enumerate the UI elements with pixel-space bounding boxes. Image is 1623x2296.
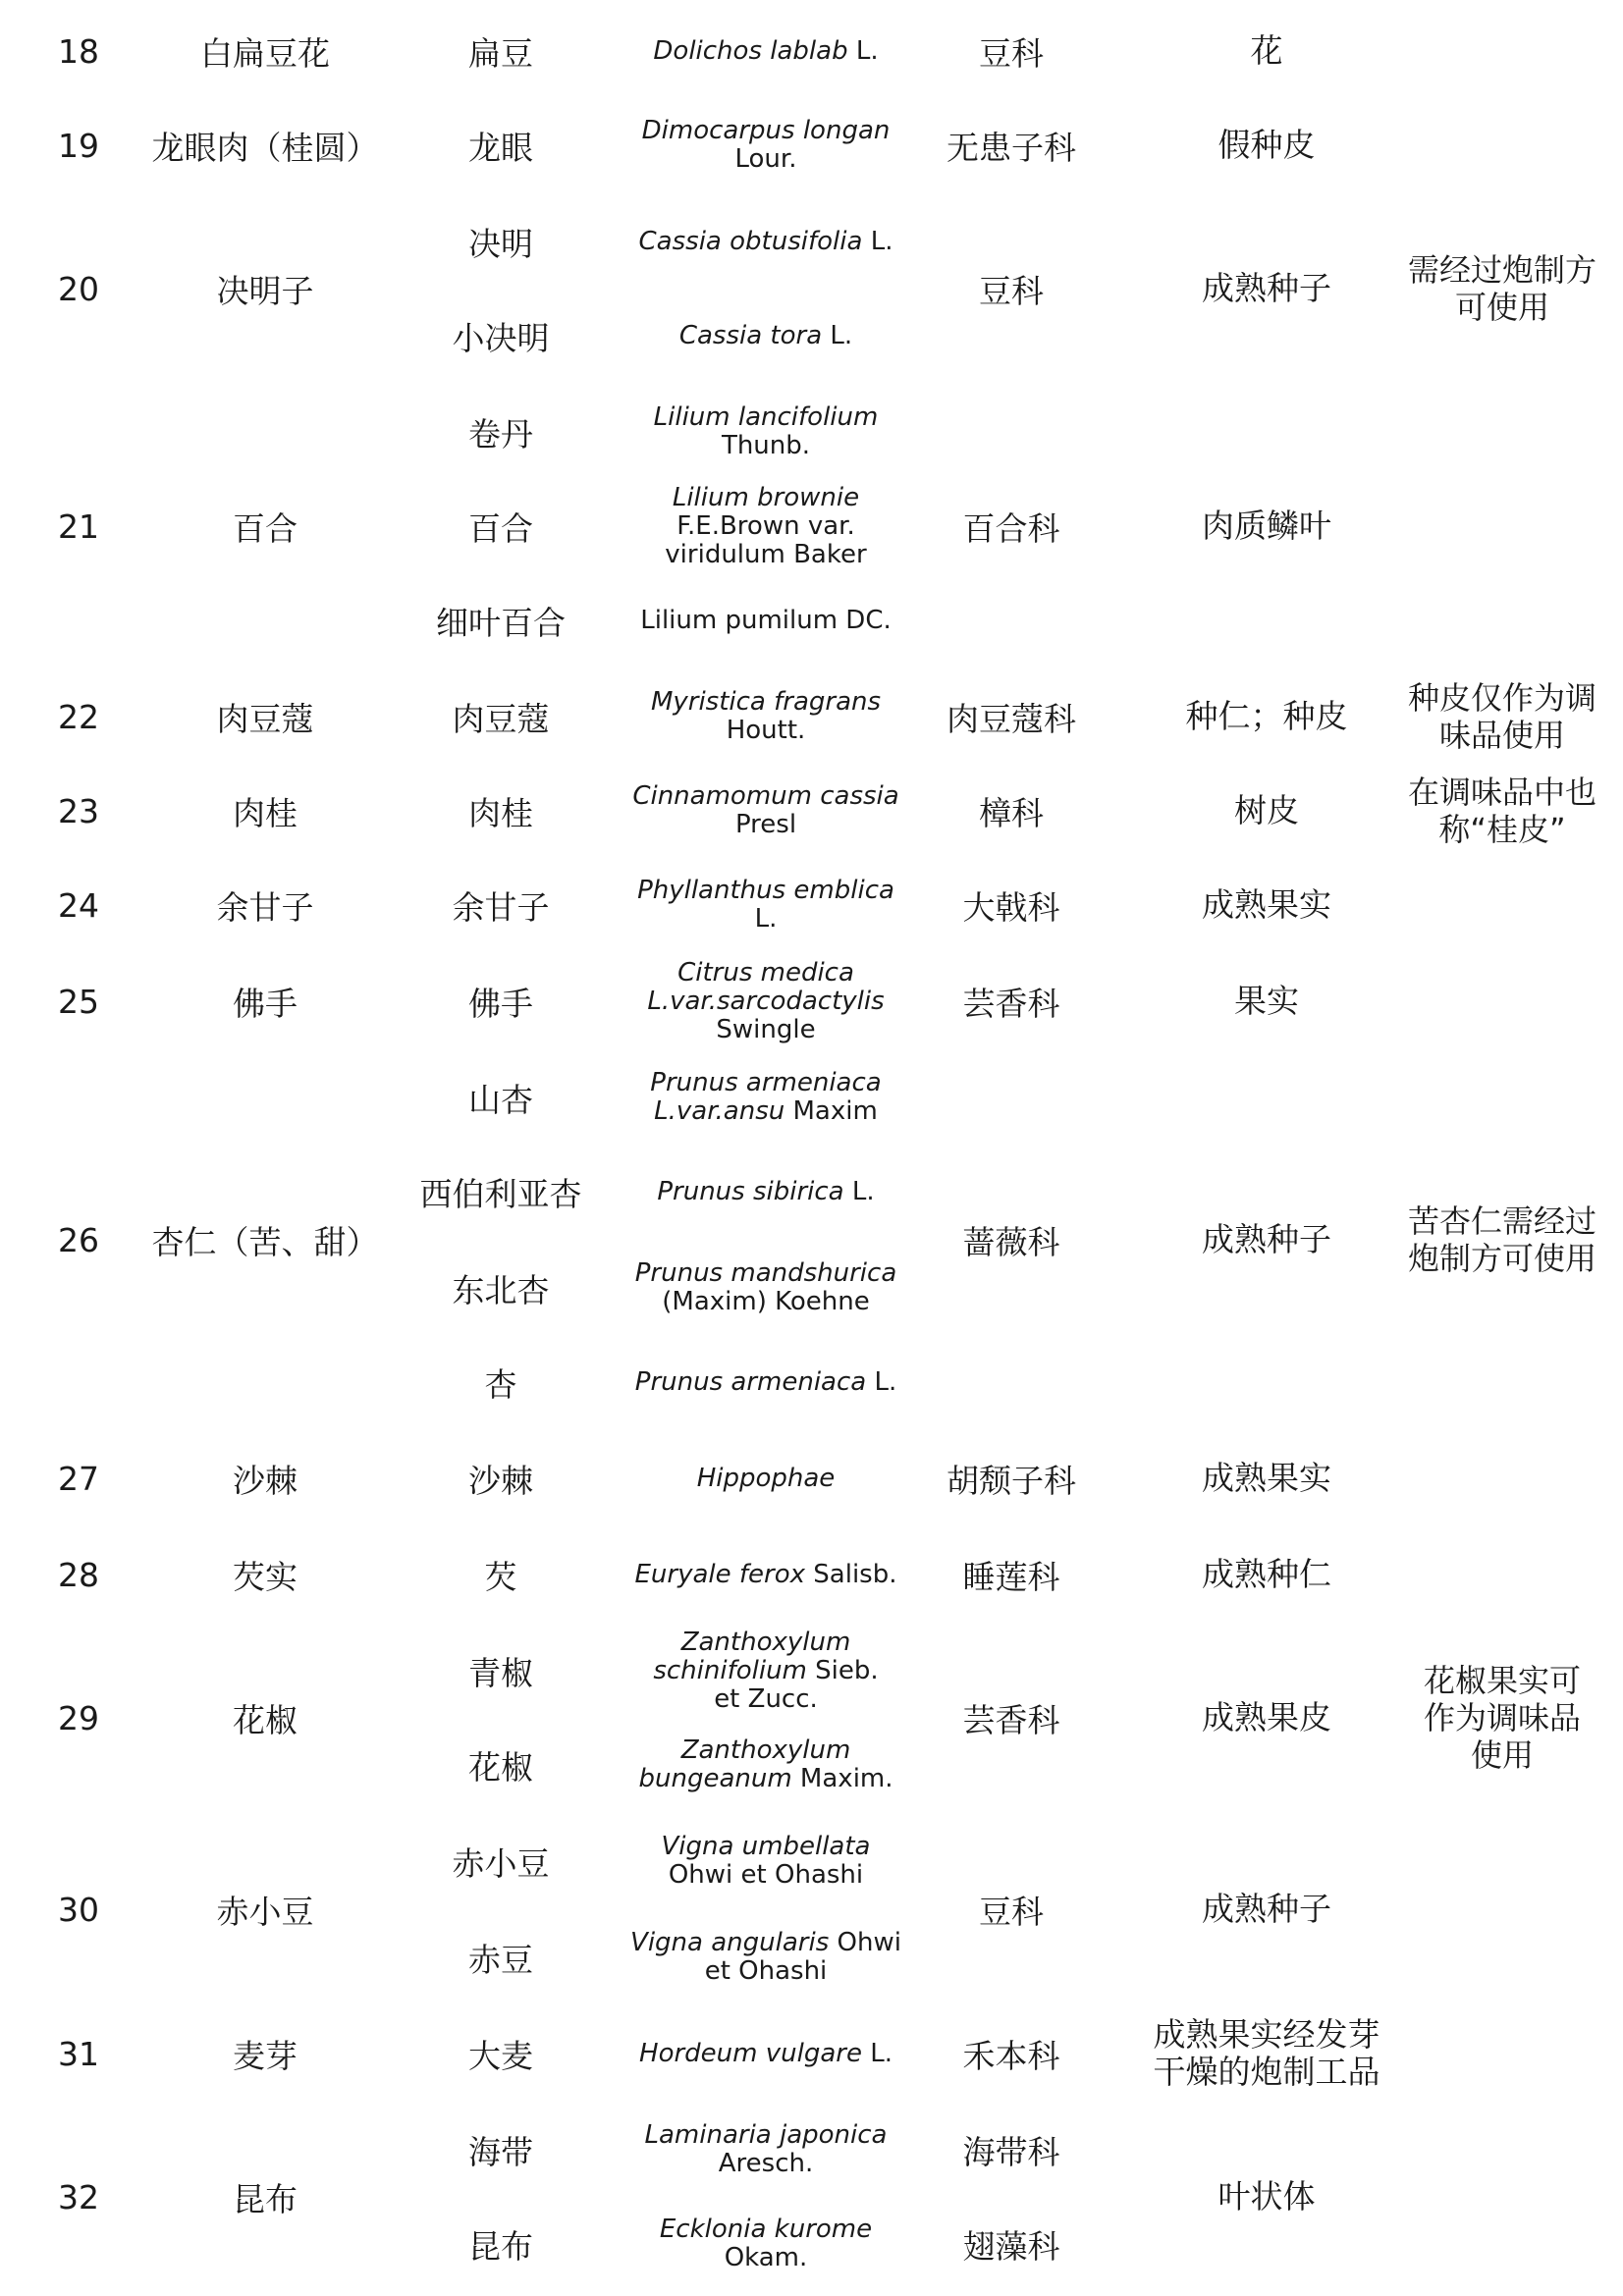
latin-genus-species: Lilium lancifolium <box>653 402 879 432</box>
source-plant: 芡 <box>484 1557 517 1596</box>
herb-name: 余甘子 <box>216 887 314 927</box>
plant-family: 胡颓子科 <box>947 1461 1076 1500</box>
latin-name-text <box>657 1178 874 1206</box>
herb-name: 麦芽 <box>233 2036 298 2075</box>
latin-name <box>619 669 913 764</box>
latin-name-text <box>651 688 881 745</box>
source-plant: 沙棘 <box>468 1461 533 1500</box>
latin-authority: (Maxim) Koehne <box>662 1287 870 1316</box>
used-part: 肉质鳞叶 <box>1202 507 1331 545</box>
herb-name: 昆布 <box>233 2179 298 2218</box>
latin-name <box>619 1910 913 2004</box>
row-number: 21 <box>58 507 99 546</box>
plant-family: 蔷薇科 <box>962 1222 1060 1261</box>
plant-family: 禾本科 <box>962 2036 1060 2075</box>
source-plant: 山杏 <box>468 1080 533 1119</box>
latin-name-text <box>645 2121 888 2178</box>
herb-name: 佛手 <box>233 984 298 1023</box>
latin-genus-species: Euryale ferox <box>634 1559 806 1589</box>
used-part: 成熟果实 <box>1202 885 1331 924</box>
latin-name-text <box>637 877 894 934</box>
row-number: 30 <box>58 1890 99 1929</box>
latin-genus-species: Prunus armeniaca L.var.ansu <box>650 1068 882 1126</box>
row-number: 27 <box>58 1459 99 1498</box>
latin-genus-species: Dimocarpus longan <box>641 116 891 145</box>
latin-authority: Ohwi et Ohashi <box>704 1928 901 1986</box>
row-number: 28 <box>58 1555 99 1594</box>
herb-name: 白扁豆花 <box>200 33 330 73</box>
used-part: 叶状体 <box>1217 2177 1316 2216</box>
latin-name <box>619 954 913 1048</box>
used-part: 成熟种子 <box>1202 1890 1331 1928</box>
row-number: 31 <box>58 2034 99 2073</box>
latin-genus-species: Vigna umbellata <box>661 1832 871 1861</box>
latin-name <box>619 1145 913 1239</box>
source-plant: 昆布 <box>468 2226 533 2266</box>
plant-family: 樟科 <box>979 793 1044 832</box>
latin-authority: Maxim. <box>791 1764 893 1793</box>
used-part: 假种皮 <box>1217 126 1316 164</box>
latin-name <box>619 4 913 98</box>
latin-genus-species: Dolichos lablab <box>653 35 848 66</box>
plant-family: 豆科 <box>979 1892 1044 1931</box>
latin-authority: Presl <box>734 810 797 839</box>
herb-name: 杏仁（苦、甜） <box>151 1222 379 1261</box>
source-plant: 肉桂 <box>468 793 533 832</box>
latin-authority: L. <box>843 1176 875 1206</box>
plant-family: 大戟科 <box>962 887 1060 927</box>
plant-family: 海带科 <box>962 2132 1060 2171</box>
latin-name-text <box>642 117 891 174</box>
latin-authority: L. <box>861 2038 893 2068</box>
remark: 需经过炮制方 可使用 <box>1407 251 1596 326</box>
herb-name: 决明子 <box>216 271 314 310</box>
latin-name-text <box>640 607 892 635</box>
latin-authority: Lilium pumilum DC. <box>640 605 892 635</box>
latin-authority: Maxim <box>784 1096 878 1126</box>
latin-name-text <box>639 2040 893 2068</box>
source-plant: 余甘子 <box>452 887 550 927</box>
latin-name-text <box>654 403 879 460</box>
row-number: 23 <box>58 791 99 830</box>
used-part: 种仁；种皮 <box>1185 697 1348 735</box>
latin-name-text <box>630 1929 901 1986</box>
latin-name <box>619 1241 913 1335</box>
latin-authority: L. <box>754 904 778 934</box>
source-plant: 卷丹 <box>468 414 533 454</box>
latin-name-text <box>653 1629 878 1714</box>
latin-name-text <box>650 1069 881 1126</box>
latin-genus-species: Myristica fragrans <box>650 687 882 717</box>
plant-family: 睡莲科 <box>962 1557 1060 1596</box>
used-part: 果实 <box>1234 982 1299 1020</box>
row-number: 18 <box>58 31 99 71</box>
plant-family: 芸香科 <box>962 984 1060 1023</box>
latin-name <box>619 1624 913 1718</box>
source-plant: 东北杏 <box>452 1270 550 1309</box>
source-plant: 赤小豆 <box>452 1843 550 1883</box>
latin-name-text <box>661 1833 870 1890</box>
latin-name <box>619 764 913 858</box>
source-plant: 青椒 <box>468 1653 533 1692</box>
source-plant: 细叶百合 <box>436 603 566 642</box>
plant-family: 豆科 <box>979 33 1044 73</box>
source-plant: 花椒 <box>468 1747 533 1787</box>
latin-genus-species: Hordeum vulgare <box>639 2038 862 2068</box>
herb-name: 百合 <box>233 508 298 548</box>
row-number: 24 <box>58 885 99 925</box>
herb-name: 肉豆蔻 <box>216 699 314 738</box>
plant-family: 肉豆蔻科 <box>947 699 1076 738</box>
latin-genus-species: Prunus sibirica <box>657 1176 844 1206</box>
herb-name: 龙眼肉（桂圆） <box>151 128 379 167</box>
latin-name-text <box>634 1561 896 1589</box>
source-plant: 肉豆蔻 <box>452 699 550 738</box>
latin-name-text <box>665 484 866 569</box>
row-number: 32 <box>58 2177 99 2216</box>
latin-genus-species: Phyllanthus emblica <box>637 876 894 905</box>
used-part: 树皮 <box>1234 791 1299 829</box>
used-part: 花 <box>1250 31 1283 70</box>
source-plant: 大麦 <box>468 2036 533 2075</box>
latin-name-text <box>635 1259 897 1316</box>
latin-name <box>619 385 913 479</box>
latin-authority: Lour. <box>734 144 797 174</box>
remark: 花椒果实可 作为调味品 使用 <box>1423 1662 1581 1774</box>
latin-name <box>619 2103 913 2197</box>
remark: 苦杏仁需经过 炮制方可使用 <box>1407 1202 1596 1277</box>
latin-name <box>619 2006 913 2101</box>
latin-name <box>619 1050 913 1145</box>
source-plant: 扁豆 <box>468 33 533 73</box>
latin-genus-species: Zanthoxylum schinifolium <box>653 1627 851 1685</box>
latin-authority: Sieb. et Zucc. <box>714 1655 879 1714</box>
latin-name-text <box>638 1736 893 1793</box>
latin-name-text <box>660 2216 872 2272</box>
source-plant: 决明 <box>468 224 533 263</box>
latin-name-text <box>635 1368 896 1397</box>
plant-family: 无患子科 <box>947 128 1076 167</box>
latin-genus-species: Prunus mandshurica <box>634 1258 897 1288</box>
remark: 种皮仅作为调 味品使用 <box>1407 679 1596 754</box>
latin-authority: Swingle <box>716 1014 816 1044</box>
latin-authority: Aresch. <box>718 2149 814 2178</box>
source-plant: 小决明 <box>452 318 550 357</box>
latin-genus-species: Citrus medica L.var.sarcodactylis <box>647 957 885 1016</box>
remark: 在调味品中也 称“桂皮” <box>1407 774 1596 848</box>
plant-family: 翅藻科 <box>962 2226 1060 2266</box>
herb-name: 花椒 <box>233 1700 298 1739</box>
used-part: 成熟果实 <box>1202 1459 1331 1497</box>
latin-name <box>619 858 913 952</box>
herb-name: 沙棘 <box>233 1461 298 1500</box>
row-number: 20 <box>58 269 99 308</box>
latin-genus-species: Cassia obtusifolia <box>638 226 863 256</box>
plant-family: 芸香科 <box>962 1700 1060 1739</box>
row-number: 26 <box>58 1220 99 1259</box>
latin-authority: Salisb. <box>805 1559 897 1589</box>
used-part: 成熟果实经发芽 干燥的炮制工品 <box>1153 2015 1380 2091</box>
latin-authority: Okam. <box>724 2243 808 2272</box>
herb-name: 肉桂 <box>233 793 298 832</box>
herb-name: 赤小豆 <box>216 1892 314 1931</box>
latin-name <box>619 1335 913 1429</box>
latin-authority: L. <box>866 1366 897 1397</box>
latin-name <box>619 1814 913 1908</box>
latin-authority: L. <box>847 35 879 66</box>
latin-name-text <box>647 959 884 1044</box>
row-number: 25 <box>58 982 99 1021</box>
latin-authority: L. <box>822 320 853 350</box>
latin-genus-species: Prunus armeniaca <box>634 1366 867 1397</box>
latin-authority: L. <box>862 226 893 256</box>
latin-name <box>619 194 913 289</box>
source-plant: 龙眼 <box>468 128 533 167</box>
row-number: 22 <box>58 697 99 736</box>
used-part: 成熟种子 <box>1202 269 1331 307</box>
row-number: 29 <box>58 1698 99 1737</box>
latin-genus-species: Hippophae <box>696 1463 836 1493</box>
latin-name <box>619 479 913 573</box>
source-plant: 百合 <box>468 508 533 548</box>
latin-genus-species: Lilium brownie <box>672 482 860 512</box>
latin-name <box>619 1527 913 1622</box>
source-plant: 西伯利亚杏 <box>419 1174 582 1213</box>
latin-authority: Houtt. <box>726 716 806 745</box>
latin-name <box>619 573 913 667</box>
herb-name: 芡实 <box>233 1557 298 1596</box>
latin-name <box>619 1431 913 1525</box>
latin-name <box>619 1718 913 1812</box>
latin-genus-species: Cinnamomum cassia <box>632 781 899 811</box>
latin-genus-species: Zanthoxylum bungeanum <box>638 1735 851 1793</box>
latin-name <box>619 289 913 383</box>
used-part: 成熟果皮 <box>1202 1698 1331 1736</box>
latin-authority: F.E.Brown var. viridulum Baker <box>665 510 867 569</box>
latin-authority: Ohwi et Ohashi <box>668 1860 864 1890</box>
latin-name-text <box>639 228 893 256</box>
latin-genus-species: Ecklonia kurome <box>659 2215 873 2244</box>
used-part: 成熟种仁 <box>1202 1555 1331 1593</box>
latin-name <box>619 2197 913 2291</box>
source-plant: 赤豆 <box>468 1940 533 1979</box>
latin-name-text <box>653 37 878 66</box>
plant-family: 豆科 <box>979 271 1044 310</box>
used-part: 成熟种子 <box>1202 1220 1331 1258</box>
source-plant: 杏 <box>484 1364 517 1404</box>
latin-name-text <box>697 1465 836 1493</box>
latin-name-text <box>679 322 852 350</box>
latin-name-text <box>632 782 898 839</box>
source-plant: 佛手 <box>468 984 533 1023</box>
row-number: 19 <box>58 126 99 165</box>
latin-genus-species: Vigna angularis <box>630 1928 830 1957</box>
plant-family: 百合科 <box>962 508 1060 548</box>
source-plant: 海带 <box>468 2132 533 2171</box>
latin-name <box>619 98 913 192</box>
latin-genus-species: Laminaria japonica <box>644 2120 888 2150</box>
latin-genus-species: Cassia tora <box>678 320 823 350</box>
latin-authority: Thunb. <box>721 431 811 460</box>
